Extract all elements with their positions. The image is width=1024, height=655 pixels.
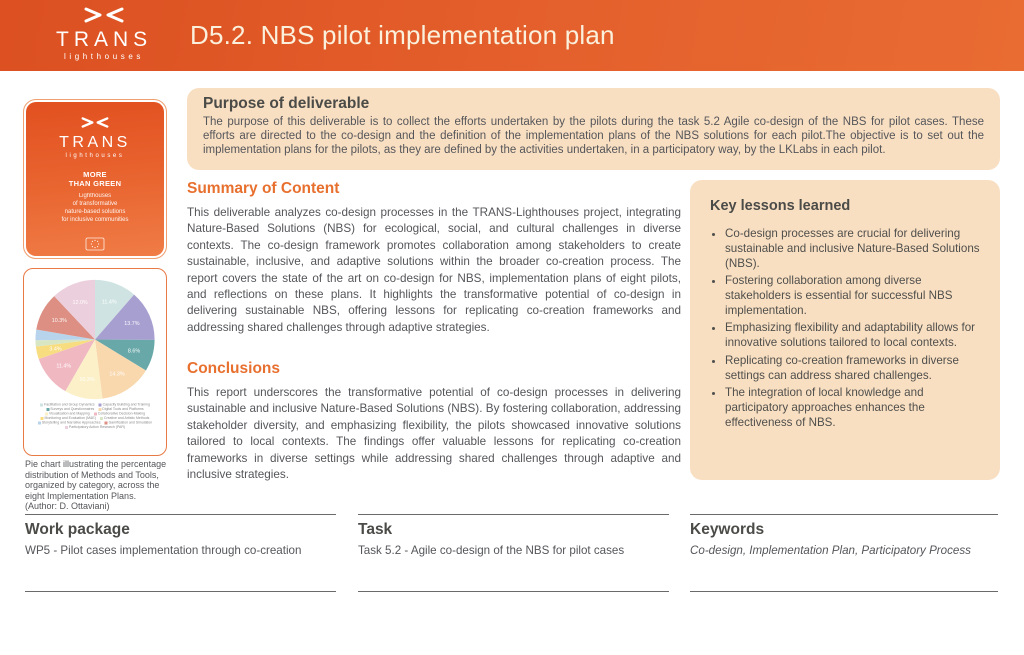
purpose-title: Purpose of deliverable	[203, 95, 370, 112]
trans-chevrons-icon	[56, 7, 152, 28]
cover-logo-name: TRANS	[59, 134, 131, 151]
conclusions-body: This report underscores the transformative potential of co-design processes in delivering sustainable and inclusive Nature-Based Solutions (NBS). By fostering collaboration, addressing stakeholder diversity, and emphasizing flexibility, the pilots showcased innovative solutions tailored to local contexts. The findings offer valuable lessons for replicating co-creation frameworks in diverse settings while addressing shared challenges through adaptive and inclusive strategies.	[187, 386, 681, 481]
legend-item	[45, 412, 90, 416]
legend-label: Facilitation and Group Dynamics	[44, 403, 95, 407]
legend-swatch-icon	[41, 417, 44, 420]
pie-chart-card	[23, 268, 167, 456]
key-lesson-item: • Replicating co-creation frameworks in diverse settings can address shared challenges.	[725, 353, 980, 383]
pie-slice-label: 8.6%	[127, 348, 141, 355]
legend-swatch-icon	[38, 421, 41, 424]
eu-flag-icon	[85, 237, 105, 256]
key-lesson-item: • Co-design processes are crucial for delivering sustainable and inclusive Nature-Based Solutions (NBS).	[725, 226, 980, 271]
summary-body: This deliverable analyzes co-design processes in the TRANS-Lighthouses project, integrating Nature-Based Solutions (NBS) for ecological, social, and cultural challenges in diverse contexts. The co-design framework promotes collaboration among stakeholders to create sustainable, inclusive, and adaptive solutions within the broader co-creation process. The report covers the state of the art on co-design for NBS, implementation plans of eight pilots, and reflections on these plans. It highlights the transformative potential of co-design in delivering sustainable NBS, offering lessons for replicating co-creation frameworks and addressing shared challenges through adaptive strategies.	[187, 206, 681, 334]
report-cover	[26, 102, 164, 256]
pie-caption	[25, 459, 177, 512]
key-lesson-item: • The integration of local knowledge and participatory approaches enhances the effectiveness of NBS.	[725, 385, 980, 430]
work-package-value: WP5 - Pilot cases implementation through co-creation	[25, 544, 302, 557]
cover-description-line: for inclusive communities	[61, 217, 129, 224]
legend-item	[100, 417, 150, 421]
task-title: Task	[358, 521, 393, 538]
legend-item	[38, 421, 101, 425]
purpose-body: The purpose of this deliverable is to collect the efforts undertaken by the pilots during the task 5.2 Agile co-design of the NBS for pilot cases. These efforts are directed to the co-design and the definition of the implementation plans of the NBS solutions for each pilot.The objective is to set out the implementation plans for the pilots, as they are defined by the activities undertaken, in a participatory way, by the LKLabs in each pilot.	[203, 116, 984, 157]
key-lessons-panel	[690, 180, 1000, 480]
trans-chevrons-icon	[80, 115, 110, 133]
cover-tagline-line: MORE	[83, 169, 107, 179]
page-title: D5.2. NBS pilot implementation plan	[190, 20, 615, 50]
cover-description-line: Lighthouses	[78, 193, 112, 200]
keywords-section	[690, 514, 998, 592]
pie-slice-label: 12.0%	[72, 299, 88, 306]
work-package-title: Work package	[25, 521, 130, 538]
legend-label: Collaborative Decision-Making	[97, 412, 146, 416]
legend-item	[65, 426, 125, 430]
cover-tagline	[69, 170, 122, 190]
legend-item	[99, 403, 150, 407]
legend-swatch-icon	[46, 408, 49, 411]
cover-description	[61, 192, 128, 224]
legend-item	[41, 417, 96, 421]
pie-chart	[30, 278, 160, 401]
legend-item	[46, 408, 94, 412]
pie-slice-label: 10.3%	[51, 318, 67, 325]
key-lesson-item: • Fostering collaboration among diverse stakeholders is essential for successful NBS implementation.	[725, 273, 980, 318]
cover-tagline-line: THAN GREEN	[68, 179, 122, 189]
summary-section	[187, 180, 681, 336]
purpose-panel	[187, 88, 1000, 170]
pie-slice-label: 11.4%	[56, 363, 72, 370]
pie-caption-author: (Author: D. Ottaviani)	[25, 501, 110, 512]
legend-swatch-icon	[65, 426, 68, 429]
legend-swatch-icon	[105, 421, 108, 424]
legend-label: Gamification and Simulation	[108, 421, 153, 425]
cover-logo-subtitle: lighthouses	[65, 152, 125, 159]
legend-item	[105, 421, 153, 425]
legend-swatch-icon	[98, 408, 101, 411]
legend-label: Storytelling and Narrative Approaches	[41, 421, 101, 425]
legend-label: Visualisation and Mapping	[48, 412, 90, 416]
header-bar	[0, 0, 1024, 71]
pie-legend-wrap	[31, 403, 159, 429]
logo-name: TRANS	[56, 28, 153, 51]
legend-item	[94, 412, 145, 416]
pie-slice-label: 13.7%	[124, 320, 140, 327]
task-value: Task 5.2 - Agile co-design of the NBS for pilot cases	[358, 544, 625, 557]
keywords-title: Keywords	[690, 521, 765, 538]
pie-legend	[31, 403, 159, 429]
task-section	[358, 514, 669, 592]
pie-slice-label: 14.3%	[109, 371, 125, 378]
pie-caption-text: Pie chart illustrating the percentage distribution of Methods and Tools, organized by category, across the eight Implementation Plans.	[25, 459, 167, 501]
cover-description-line: of transformative	[72, 201, 118, 208]
legend-swatch-icon	[40, 403, 43, 406]
legend-label: Creative and Artistic Methods	[103, 416, 150, 420]
key-lessons-title: Key lessons learned	[710, 198, 851, 214]
summary-title: Summary of Content	[187, 180, 340, 197]
pie-slice-label: 11.4%	[101, 299, 117, 306]
key-lessons-list	[710, 226, 980, 430]
legend-label: Monitoring and Evaluation (M&E)	[44, 416, 96, 420]
legend-label: Capacity Building and Training	[102, 403, 150, 407]
keywords-value: Co-design, Implementation Plan, Participatory Process	[690, 544, 971, 557]
legend-swatch-icon	[99, 403, 102, 406]
pie-slice-label: 3.4%	[49, 346, 62, 353]
pie-slice-label: 10.3%	[79, 377, 95, 384]
cover-description-line: nature-based solutions	[64, 209, 126, 216]
trans-logo	[56, 7, 152, 61]
legend-label: Participatory Action Research (PAR)	[68, 425, 126, 429]
legend-swatch-icon	[100, 417, 103, 420]
conclusions-section	[187, 360, 681, 483]
conclusions-title: Conclusions	[187, 360, 281, 377]
legend-label: Digital Tools and Platforms	[102, 407, 144, 411]
logo-subtitle: lighthouses	[63, 52, 145, 62]
legend-swatch-icon	[45, 412, 48, 415]
legend-item	[98, 408, 143, 412]
key-lesson-item: • Emphasizing flexibility and adaptability allows for innovative solutions tailored to local contexts.	[725, 320, 980, 350]
work-package-section	[25, 514, 336, 592]
legend-swatch-icon	[94, 412, 97, 415]
report-cover-card	[23, 99, 167, 259]
legend-label: Surveys and Questionnaires	[50, 407, 95, 411]
legend-item	[40, 403, 95, 407]
